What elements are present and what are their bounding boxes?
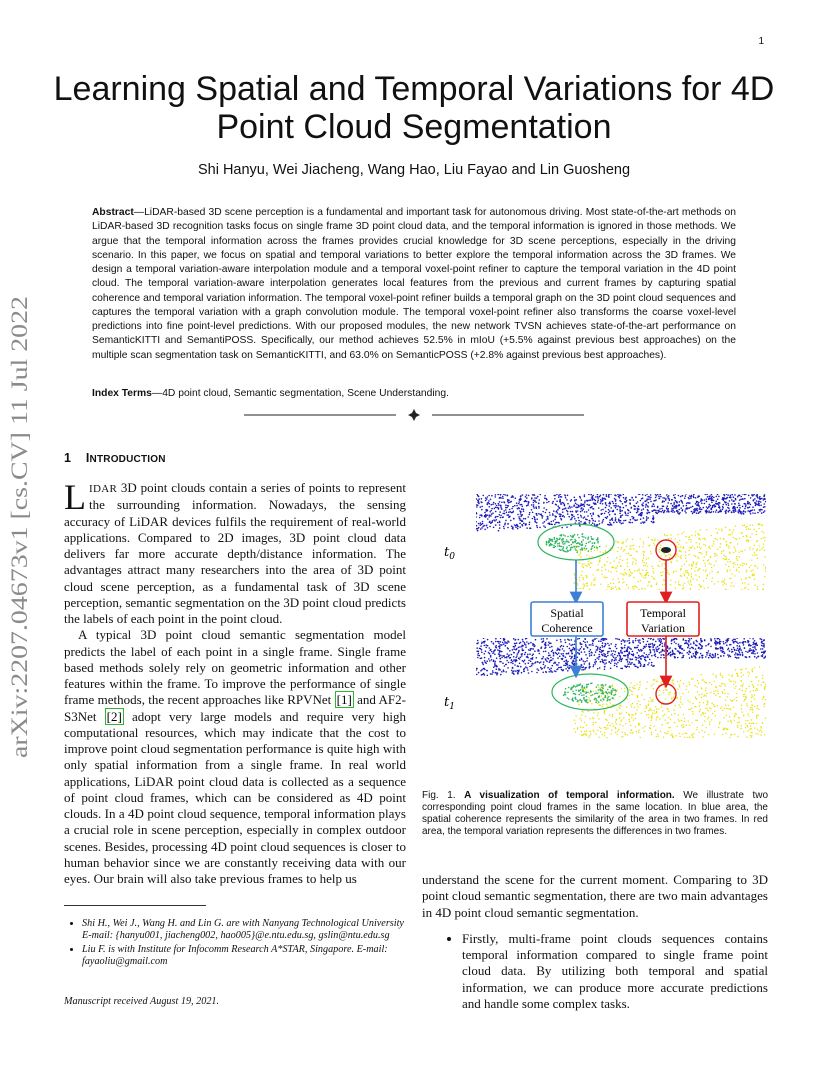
intro-paragraph-1-text: 3D point clouds contain a series of points to represent the surrounding information. Nowadays, the sensing accuracy of LiDAR devices fulfils the requirement of real-world applications. Compared to 2D images, 3D point cloud data delivers far more accurate depth/distance information. The advantages attract many researchers into the area of 3D point cloud scene perception, as a fundamental task of 3D scene perception, semantic segmentation on the 3D point cloud predicts the labels of each point in the point cloud. <box>64 480 406 626</box>
index-terms-text: —4D point cloud, Semantic segmentation, Scene Understanding. <box>151 388 449 399</box>
introduction-column <box>64 477 406 887</box>
abstract-label: Abstract <box>92 207 134 218</box>
point-cloud-frame-t1 <box>475 637 767 738</box>
intro-paragraph-2-text-b: and AF2-S3Net <box>64 692 406 724</box>
author-list: Shi Hanyu, Wei Jiacheng, Wang Hao, Liu Fayao and Lin Guosheng <box>197 162 631 178</box>
page-number: 1 <box>758 36 764 47</box>
intro-lead-word: IDAR <box>89 483 118 495</box>
footnote-affiliation-astar: • Liu F. is with Institute for Infocomm Research A*STAR, Singapore. E-mail: fayaoliu@gmail.com <box>82 944 406 968</box>
index-terms <box>92 388 736 399</box>
point-cloud-frame-t0 <box>475 493 766 595</box>
section-title-rest: NTRODUCTION <box>89 454 166 465</box>
right-column-text <box>422 872 768 1012</box>
citation-link-1[interactable]: [1] <box>336 692 352 708</box>
paper-title: Learning Spatial and Temporal Variations for 4D Point Cloud Segmentation <box>53 70 775 146</box>
section-number: 1 <box>64 451 72 465</box>
temporal-variation-line1: Temporal <box>640 606 686 620</box>
caption-prefix: Fig. 1. <box>422 790 465 801</box>
intro-paragraph-1 <box>64 477 406 627</box>
footnote-affiliation-ntu: • Shi H., Wei J., Wang H. and Lin G. are with Nanyang Technological University E-mail: {hanyu001, jiacheng002, hao005}@e.ntu.edu.sg, gslin@ntu.edu.sg <box>82 918 406 942</box>
intro-paragraph-2-text-a: A typical 3D point cloud semantic segmentation model predicts the label of each point in a single frame. Single frame based methods solely rely on geometric information and other features within the frame. To improve the performance of single frame methods, the recent approaches like RPVNet <box>64 627 406 708</box>
citation-link-2[interactable]: [2] <box>106 708 122 724</box>
index-terms-label: Index Terms <box>92 388 152 399</box>
footnotes <box>64 918 406 970</box>
arxiv-sidebar <box>8 296 32 760</box>
frame-label-t0: $t_0$ <box>444 545 455 562</box>
figure-1 <box>424 486 774 780</box>
divider-star-icon <box>408 409 420 421</box>
intro-paragraph-2 <box>64 627 406 887</box>
manuscript-date: Manuscript received August 19, 2021. <box>64 996 220 1007</box>
abstract <box>92 206 736 363</box>
spatial-coherence-line1: Spatial <box>550 606 584 620</box>
intro-paragraph-2-text-c: adopt very large models and require very high computational resources, which may indicate that the cost to improve point cloud segmentation performance is quite high with only spatial information from a single frame. In real world applications, LiDAR point cloud data is collected as a sequence of point cloud frames, which can be considered as 4D point clouds. In a 4D point cloud sequence, temporal information plays a crucial role in scene perception, especially in complex outdoor scenes. Besides, processing 4D point cloud sequences is closer to human behavior since we are constantly receiving data with our eyes. Our brain will also take previous frames to help us <box>64 708 406 886</box>
advantage-bullet-1: • Firstly, multi-frame point clouds sequences contains temporal information compared to single frame point cloud data. By utilizing both temporal and spatial information, we can produce more accurate predictions and handle some complex tasks. <box>462 931 768 1012</box>
frame-label-t1: $t_1$ <box>444 695 455 712</box>
caption-text: We illustrate two corresponding point cloud frames in the same location. In blue area, the spatial coherence represents the similarity of the area in two frames. In red area, the temporal variation represents the differences in two frames. <box>422 790 769 837</box>
section-divider <box>244 408 584 422</box>
arxiv-identifier: arXiv:2207.04673v1 [cs.CV] 11 Jul 2022 <box>8 376 32 758</box>
temporal-variation-line2: Variation <box>641 621 685 635</box>
caption-bold: A visualization of temporal information. <box>464 790 675 801</box>
footnote-rule <box>64 905 206 906</box>
col2-paragraph-1: understand the scene for the current moment. Comparing to 3D point cloud semantic segmentation, there are two main advantages in 4D point cloud semantic segmentation. <box>422 872 768 920</box>
section-heading-introduction <box>64 451 166 465</box>
section-title-initial: I <box>85 451 90 465</box>
drop-cap: L <box>64 477 86 517</box>
abstract-text: —LiDAR-based 3D scene perception is a fundamental and important task for autonomous driving. Most state-of-the-art methods on LiDAR-based 3D recognition tasks focus on single frame 3D point cloud data, and the temporal information is ignored in those methods. We argue that the temporal information across the frames provides crucial knowledge for 3D scene perceptions, especially in the driving scenario. In this paper, we focus on spatial and temporal variations to better explore the temporal information across the 3D frames. We design a temporal variation-aware interpolation module and a temporal voxel-point refiner to capture the temporal variation in the 4D point cloud. The temporal variation-aware interpolation generates local features from the previous and current frames by capturing spatial coherence and temporal variation information. The temporal voxel-point refiner builds a temporal graph on the 3D point cloud sequences and captures the temporal variation with a graph convolution module. The temporal voxel-point refiner also transforms the coarse voxel-level predictions into fine point-level predictions. With our proposed modules, the new network TVSN achieves state-of-the-art performance on SemanticKITTI and SemantiPOSS. Specifically, our method achieves 52.5% in mIoU (+5.5% against previous best approaches) on the multiple scan segmentation task on SemanticKITTI, and 63.0% on SemanticPOSS (+2.8% against previous best approaches). <box>92 207 736 361</box>
figure-1-caption <box>422 790 768 838</box>
spatial-coherence-line2: Coherence <box>541 621 593 635</box>
